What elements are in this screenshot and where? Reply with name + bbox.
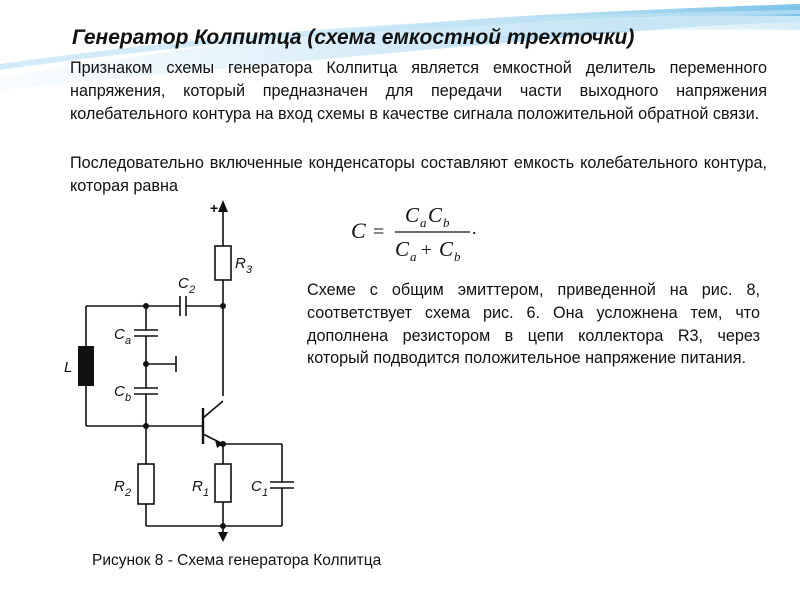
paragraph-text: Схеме с общим эмиттером, приведенной на рис. 8, соответствует схема рис. 6. Она усложнена тем, что дополнена резистором в цепи коллектора R3, через который подводится положительное напряжение питания. — [307, 281, 760, 368]
label-c2-sub: 2 — [189, 284, 196, 296]
junction-dot — [143, 423, 149, 429]
paragraph-text: Последовательно включенные конденсаторы составляют емкость колебательного контура, которая равна — [70, 154, 767, 195]
supply-plus-label: + — [210, 200, 219, 216]
label-r3-sub: 3 — [246, 264, 253, 276]
junction-dot — [220, 303, 226, 309]
formula-num-c1: C — [405, 203, 420, 227]
junction-dot — [220, 523, 226, 529]
junction-dot — [143, 361, 149, 367]
label-r1-sub: 1 — [203, 487, 210, 499]
label-r3: R — [235, 255, 246, 272]
label-cb: C — [114, 383, 125, 400]
paragraph-capacitance — [70, 152, 767, 198]
junction-dot — [220, 441, 226, 447]
label-c1: C — [251, 478, 262, 495]
formula-den-c1: C — [395, 237, 410, 261]
label-l: L — [64, 359, 73, 376]
formula-plus: + — [421, 240, 432, 261]
resistor-r2 — [138, 464, 154, 504]
figure-caption: Рисунок 8 - Схема генератора Колпитца — [92, 552, 382, 569]
paragraph-common-emitter — [307, 279, 760, 370]
slide-title: Генератор Колпитца (схема емкостной трехточки) — [72, 26, 635, 49]
inductor-l — [78, 346, 94, 386]
formula-den-c2: C — [439, 237, 454, 261]
label-r2: R — [114, 478, 125, 495]
formula-num-c2: C — [428, 203, 443, 227]
label-ca-sub: a — [125, 335, 132, 347]
formula-period: . — [472, 218, 477, 238]
formula-num-sub-b: b — [443, 215, 450, 230]
formula-num-sub-a: a — [420, 215, 427, 230]
label-cb-sub: b — [125, 392, 132, 404]
formula-den-sub-b: b — [454, 249, 461, 264]
resistor-r3 — [215, 246, 231, 280]
colpitts-circuit-diagram — [58, 196, 303, 546]
junction-dot — [143, 303, 149, 309]
label-r1: R — [192, 478, 203, 495]
ground-arrow-icon — [218, 532, 228, 542]
formula-lhs: C — [351, 218, 366, 243]
formula-den-sub-a: a — [410, 249, 417, 264]
formula-equals: = — [373, 221, 385, 243]
label-ca: C — [114, 326, 125, 343]
label-c1-sub: 1 — [262, 487, 269, 499]
resistor-r1 — [215, 464, 231, 502]
supply-arrow-icon — [218, 200, 228, 212]
paragraph-colpitts-feature — [70, 57, 767, 125]
label-r2-sub: 2 — [125, 487, 132, 499]
label-c2: C — [178, 275, 189, 292]
formula-svg — [343, 196, 483, 266]
capacitance-formula — [343, 196, 483, 266]
paragraph-text: Признаком схемы генератора Колпитца является емкостной делитель переменного напряжения, который предназначен для передачи части выходного напряжения колебательного контура на вход схемы в качестве сигнала положительной обратной связи. — [70, 59, 767, 123]
transistor-collector — [203, 401, 223, 418]
